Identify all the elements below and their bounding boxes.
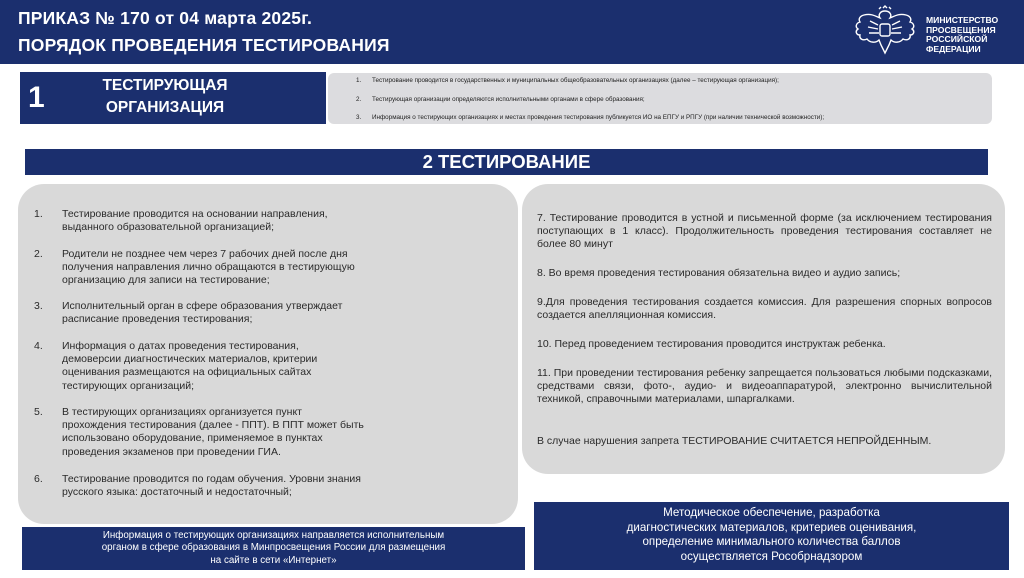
rule-line: В тестирующих организациях организуется пункт	[62, 406, 302, 418]
section1-item	[356, 96, 645, 103]
item-text: Информация о тестирующих организациях и местах проведения тестирования публикуется ИО на ЕПГУ и РПГУ (при наличии технической возможности);	[372, 114, 825, 121]
rule-number: 2.	[34, 248, 43, 260]
rule-line: русского языка: достаточный и недостаточный;	[62, 486, 292, 499]
rule-line: проведения экзаменов при проведении ГИА.	[62, 445, 281, 458]
rule-line: выданного образовательной организацией;	[62, 221, 275, 234]
rule-item	[34, 406, 434, 459]
rule-item	[34, 340, 434, 393]
item-number: 1.	[356, 77, 362, 84]
rule-line: Тестирование проводится по годам обучения. Уровни знания	[62, 473, 361, 485]
rule-item	[34, 473, 434, 499]
rule-line: использовано оборудование, применяемое в пунктах	[62, 432, 323, 445]
ministry-line: РОССИЙСКОЙ	[926, 34, 988, 45]
rule-paragraph: 10. Перед проведением тестирования проводится инструктаж ребенка.	[537, 338, 886, 350]
violation-note: В случае нарушения запрета ТЕСТИРОВАНИЕ СЧИТАЕТСЯ НЕПРОЙДЕННЫМ.	[537, 435, 932, 447]
ministry-line: ПРОСВЕЩЕНИЯ	[926, 24, 996, 35]
section1-title-line: ТЕСТИРУЮЩАЯ	[102, 77, 228, 94]
internet-info-text	[22, 530, 525, 567]
section1-item	[356, 114, 824, 121]
rule-line: тестирующих организаций;	[62, 379, 195, 392]
item-number: 2.	[356, 96, 362, 103]
rule-paragraph: 8. Во время проведения тестирования обязательна видео и аудио запись;	[537, 267, 901, 279]
section1-number: 1	[28, 81, 45, 114]
rosobrnadzor-line: определение минимального количества баллов	[642, 535, 901, 549]
rule-number: 3.	[34, 300, 43, 312]
rule-line: Исполнительный орган в сфере образования утверждает	[62, 300, 343, 312]
rule-line: Информация о датах проведения тестирования,	[62, 340, 299, 352]
rule-paragraph: 9.Для проведения тестирования создается комиссия. Для разрешения спорных вопросов создается апелляционная комиссия.	[537, 296, 992, 322]
rosobrnadzor-line: диагностических материалов, критериев оценивания,	[626, 520, 917, 534]
rosobrnadzor-line: Методическое обеспечение, разработка	[663, 506, 880, 519]
rule-item	[34, 300, 434, 326]
rule-line: оценивания размещаются на официальных сайтах	[62, 366, 312, 379]
rule-item	[34, 248, 434, 288]
rule-number: 1.	[34, 208, 43, 220]
rosobrnadzor-text	[534, 506, 1009, 564]
internet-info-line: Информация о тестирующих организациях направляется исполнительным	[102, 530, 445, 541]
rule-number: 6.	[34, 473, 43, 485]
rule-line: прохождения тестирования (далее - ППТ). В ППТ может быть	[62, 419, 364, 432]
ministry-name	[926, 16, 1016, 54]
item-number: 3.	[356, 114, 362, 121]
rule-line: получения направления лично обращаются в тестирующую	[62, 261, 355, 274]
procedure-title: ПОРЯДОК ПРОВЕДЕНИЯ ТЕСТИРОВАНИЯ	[18, 35, 390, 55]
rule-number: 5.	[34, 406, 43, 418]
rule-line: организацию для записи на тестирование;	[62, 274, 270, 287]
section1-title-line: ОРГАНИЗАЦИЯ	[105, 99, 225, 116]
internet-info-line: органом в сфере образования в Минпросвещения России для размещения	[101, 542, 446, 554]
rule-item	[34, 208, 434, 234]
double-headed-eagle-emblem-icon	[850, 5, 920, 59]
ministry-line: ФЕДЕРАЦИИ	[926, 43, 981, 54]
rule-paragraph: 7. Тестирование проводится в устной и письменной форме (за исключением тестирования поступающих в 1 класс). Продолжительность проведения тестирования составляет не более 80 минут	[537, 212, 992, 251]
item-text: Тестирующая организации определяются исполнительными органами в сфере образования;	[372, 96, 645, 103]
order-title: ПРИКАЗ № 170 от 04 марта 2025г.	[18, 8, 313, 28]
internet-info-line: на сайте в сети «Интернет»	[210, 554, 337, 566]
rule-number: 4.	[34, 340, 43, 352]
rule-line: демоверсии диагностических материалов, критерии	[62, 353, 318, 366]
rule-paragraph: 11. При проведении тестирования ребенку запрещается пользоваться любыми подсказками, средствами связи, фото-, аудио- и видеоаппаратурой, электронно вычислительной техникой, справочными материалами, шпаргалками.	[537, 367, 992, 406]
rule-line: Родители не позднее чем через 7 рабочих дней после дня	[62, 248, 348, 260]
section1-title	[70, 75, 260, 119]
rule-line: Тестирование проводится на основании направления,	[62, 208, 328, 220]
rule-line: расписание проведения тестирования;	[62, 313, 253, 326]
rosobrnadzor-line: осуществляется Рособрнадзором	[680, 549, 863, 563]
section2-title: 2 ТЕСТИРОВАНИЕ	[422, 151, 591, 172]
item-text: Тестирование проводится в государственных и муниципальных общеобразовательных организациях (далее – тестирующая организация);	[372, 77, 779, 84]
section1-item	[356, 77, 779, 84]
ministry-line: МИНИСТЕРСТВО	[926, 15, 999, 25]
